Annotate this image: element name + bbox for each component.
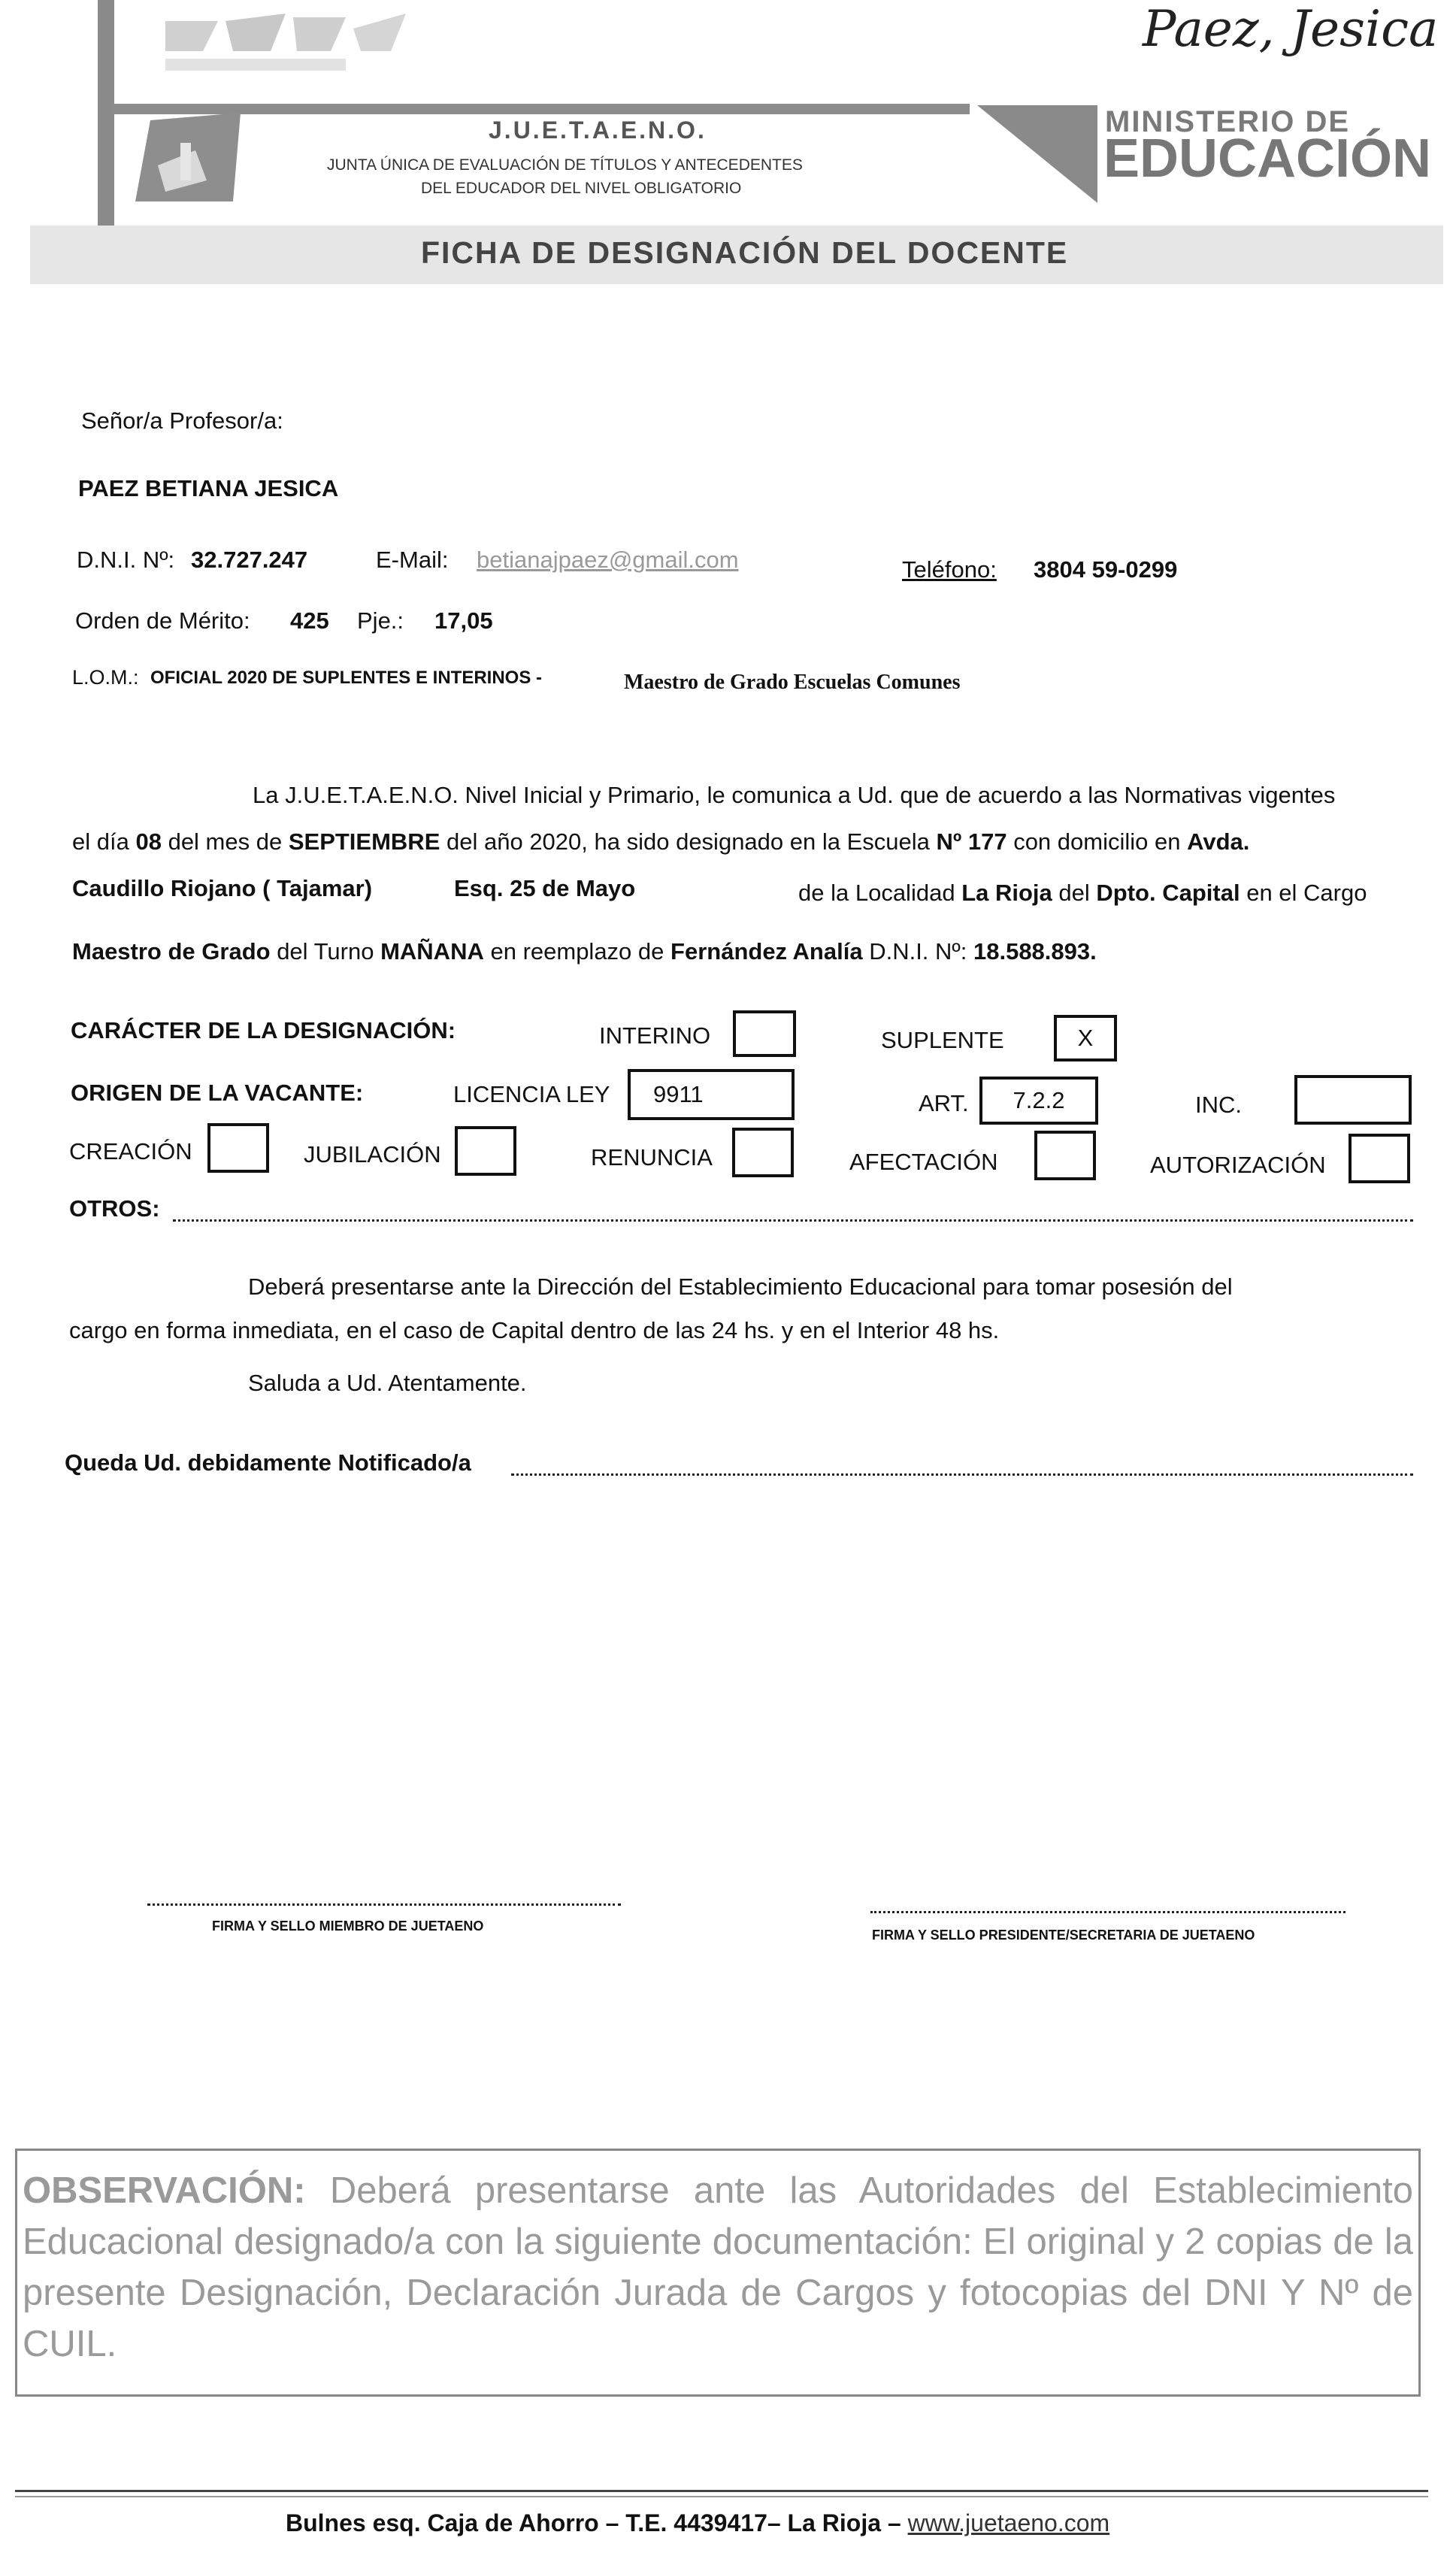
shift: MAÑANA — [380, 938, 484, 965]
score-label: Pje.: — [357, 607, 404, 634]
department: Dpto. Capital — [1096, 880, 1240, 906]
afectacion-label: AFECTACIÓN — [849, 1149, 998, 1175]
notified-line[interactable] — [511, 1473, 1413, 1476]
ministry-line1: MINISTERIO DE — [1105, 105, 1351, 138]
position: Maestro de Grado — [72, 938, 271, 965]
dni-label: D.N.I. Nº: — [77, 547, 175, 573]
signature-caption-right: FIRMA Y SELLO PRESIDENTE/SECRETARIA DE JUETAENO — [872, 1928, 1255, 1943]
juetaeno-logo — [135, 113, 241, 201]
merit-value: 425 — [290, 607, 329, 634]
lom-value: OFICIAL 2020 DE SUPLENTES E INTERINOS - — [150, 668, 542, 688]
body-line3: de la Localidad La Rioja del Dpto. Capital en el Cargo — [798, 880, 1367, 906]
school-number: Nº 177 — [936, 828, 1007, 855]
suplente-box[interactable]: X — [1054, 1015, 1117, 1061]
lom-position: Maestro de Grado Escuelas Comunes — [624, 671, 961, 694]
locality: La Rioja — [961, 880, 1052, 906]
email-value: betianajpaez@gmail.com — [477, 547, 739, 573]
interino-box[interactable] — [733, 1010, 796, 1057]
art-box[interactable]: 7.2.2 — [979, 1077, 1098, 1125]
interino-label: INTERINO — [599, 1022, 711, 1049]
character-label: CARÁCTER DE LA DESIGNACIÓN: — [71, 1017, 456, 1043]
phone-label: Teléfono: — [902, 556, 997, 583]
afectacion-box[interactable] — [1034, 1131, 1096, 1180]
creacion-box[interactable] — [207, 1123, 269, 1173]
renuncia-label: RENUNCIA — [591, 1144, 713, 1171]
salutation: Señor/a Profesor/a: — [81, 407, 283, 434]
footer-website-link[interactable]: www.juetaeno.com — [907, 2509, 1110, 2536]
jubilacion-box[interactable] — [455, 1126, 516, 1176]
signature-line-right — [870, 1911, 1346, 1913]
otros-line[interactable] — [173, 1219, 1413, 1222]
merit-label: Orden de Mérito: — [75, 607, 250, 634]
body-line2: el día 08 del mes de SEPTIEMBRE del año 2020, ha sido designado en la Escuela Nº 177 con domicilio en Avda. — [72, 828, 1250, 855]
body-line4: Maestro de Grado del Turno MAÑANA en reemplazo de Fernández Analía D.N.I. Nº: 18.588.893. — [72, 938, 1097, 965]
body-line1: La J.U.E.T.A.E.N.O. Nivel Inicial y Primario, le comunica a Ud. que de acuerdo a las Normativas vigentes — [253, 782, 1336, 808]
origin-label: ORIGEN DE LA VACANTE: — [71, 1080, 364, 1106]
header-left-bar — [98, 0, 114, 226]
replaced-teacher: Fernández Analía — [670, 938, 863, 965]
board-name-line1: JUNTA ÚNICA DE EVALUACIÓN DE TÍTULOS Y ANTECEDENTES — [327, 156, 803, 174]
address-part2: Esq. 25 de Mayo — [454, 875, 636, 901]
board-acronym: J.U.E.T.A.E.N.O. — [489, 117, 707, 144]
ministry-line2: EDUCACIÓN — [1103, 129, 1432, 189]
inc-label: INC. — [1195, 1092, 1242, 1118]
jubilacion-label: JUBILACIÓN — [304, 1141, 441, 1167]
closing-line2: cargo en forma inmediata, en el caso de Capital dentro de las 24 hs. y en el Interior 48 hs. — [69, 1317, 1000, 1343]
province-logo — [158, 6, 481, 85]
autorizacion-box[interactable] — [1349, 1134, 1410, 1183]
email-label: E-Mail: — [376, 547, 449, 573]
footer-rule — [15, 2490, 1428, 2492]
designation-month: SEPTIEMBRE — [288, 828, 440, 855]
licencia-label: LICENCIA LEY — [453, 1081, 610, 1107]
signature-line-left — [147, 1903, 621, 1906]
score-value: 17,05 — [434, 607, 493, 634]
creacion-label: CREACIÓN — [69, 1138, 192, 1164]
licencia-box[interactable]: 9911 — [628, 1069, 795, 1120]
renuncia-box[interactable] — [732, 1128, 794, 1177]
replaced-dni: 18.588.893. — [973, 938, 1097, 965]
recipient-name: PAEZ BETIANA JESICA — [78, 475, 339, 501]
ministry-logo-shape — [977, 105, 1097, 203]
header-top-bar — [113, 104, 970, 114]
designation-day: 08 — [135, 828, 162, 855]
board-name-line2: DEL EDUCADOR DEL NIVEL OBLIGATORIO — [421, 180, 742, 197]
dni-value: 32.727.247 — [191, 547, 308, 573]
greeting: Saluda a Ud. Atentamente. — [248, 1370, 527, 1396]
otros-label: OTROS: — [69, 1195, 160, 1222]
footer-rule-thin — [15, 2496, 1428, 2497]
observation-label: OBSERVACIÓN: — [23, 2170, 306, 2211]
address-part1: Caudillo Riojano ( Tajamar) — [72, 875, 373, 901]
suplente-label: SUPLENTE — [881, 1027, 1004, 1053]
closing-line1: Deberá presentarse ante la Dirección del Establecimiento Educacional para tomar posesión del — [248, 1273, 1233, 1300]
signature-caption-left: FIRMA Y SELLO MIEMBRO DE JUETAENO — [212, 1919, 484, 1934]
inc-box[interactable] — [1294, 1075, 1412, 1125]
art-label: ART. — [919, 1090, 969, 1116]
handwritten-name: Paez, Jesica — [1143, 0, 1439, 58]
observation-body: Deberá presentarse ante las Autoridades del Establecimiento Educacional designado/a con la siguiente documentación: El original y 2 copias de la presente Designación, Declaración Jurada de Cargos y fotocopias del DNI Y Nº de CUIL. — [23, 2170, 1413, 2364]
form-title: FICHA DE DESIGNACIÓN DEL DOCENTE — [421, 235, 1069, 270]
lom-label: L.O.M.: — [72, 666, 139, 689]
footer-address: Bulnes esq. Caja de Ahorro – T.E. 4439417– La Rioja – www.juetaeno.com — [286, 2509, 1110, 2536]
phone-value: 3804 59-0299 — [1034, 556, 1178, 583]
observation-text — [23, 2165, 1413, 2370]
notified-label: Queda Ud. debidamente Notificado/a — [65, 1449, 471, 1476]
autorizacion-label: AUTORIZACIÓN — [1150, 1152, 1326, 1178]
